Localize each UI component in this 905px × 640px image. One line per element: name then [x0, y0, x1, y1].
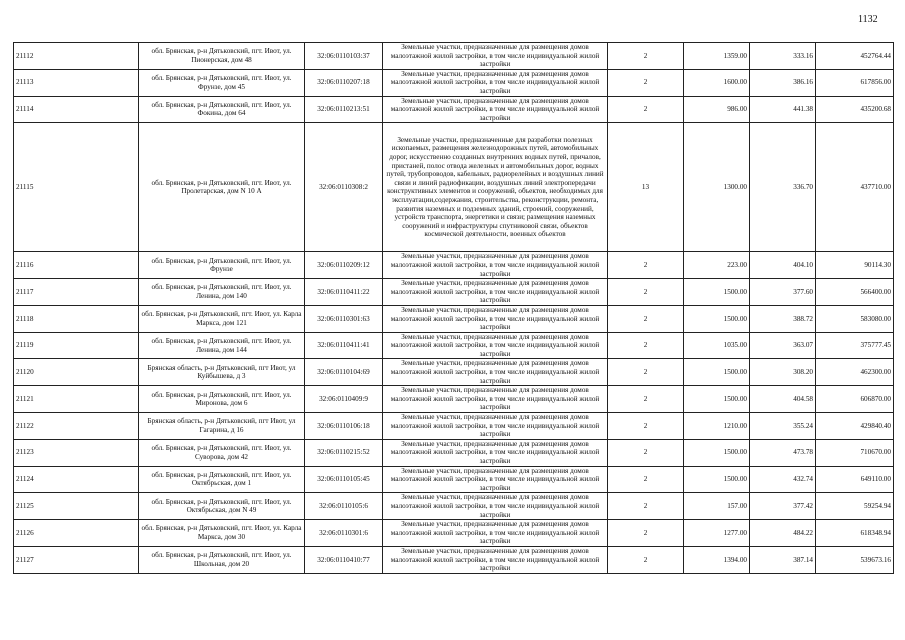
record-number: 21122 — [14, 413, 139, 440]
cadastral-number-cell: 32:06:0110301:63 — [305, 305, 383, 332]
cadastral-number-cell: 32:06:0110410:77 — [305, 546, 383, 573]
address-cell: Брянская область, р-н Дятьковский, пгт Ивот, ул Куйбышева, д 3 — [139, 359, 305, 386]
address-cell: обл. Брянская, р-н Дятьковский, пгт. Ивот, ул. Фрунзе, дом 45 — [139, 69, 305, 96]
area-cell: 1300.00 — [684, 123, 750, 252]
unit-price-cell: 377.60 — [750, 279, 816, 306]
area-cell: 1394.00 — [684, 546, 750, 573]
land-use-cell: Земельные участки, предназначенные для размещения домов малоэтажной жилой застройки, в том числе индивидуальной жилой застройки — [383, 359, 608, 386]
cadastral-value-cell: 618348.94 — [816, 520, 894, 547]
category-cell: 2 — [608, 439, 684, 466]
area-cell: 223.00 — [684, 252, 750, 279]
unit-price-cell: 308.20 — [750, 359, 816, 386]
unit-price-cell: 387.14 — [750, 546, 816, 573]
cadastral-number-cell: 32:06:0110409:9 — [305, 386, 383, 413]
cadastral-number-cell: 32:06:0110209:12 — [305, 252, 383, 279]
table-row — [14, 332, 894, 359]
cadastral-number-cell: 32:06:0110106:18 — [305, 413, 383, 440]
address-cell: Брянская область, р-н Дятьковский, пгт Ивот, ул Гагарина, д 16 — [139, 413, 305, 440]
table-row — [14, 359, 894, 386]
cadastral-value-cell: 90114.30 — [816, 252, 894, 279]
category-cell: 2 — [608, 96, 684, 123]
cadastral-value-cell: 452764.44 — [816, 43, 894, 70]
address-cell: обл. Брянская, р-н Дятьковский, пгт. Ивот, ул. Карла Маркса, дом 121 — [139, 305, 305, 332]
land-use-cell: Земельные участки, предназначенные для размещения домов малоэтажной жилой застройки, в том числе индивидуальной жилой застройки — [383, 493, 608, 520]
cadastral-number-cell: 32:06:0110103:37 — [305, 43, 383, 70]
address-cell: обл. Брянская, р-н Дятьковский, пгт. Ивот, ул. Миронова, дом 6 — [139, 386, 305, 413]
category-cell: 2 — [608, 305, 684, 332]
unit-price-cell: 388.72 — [750, 305, 816, 332]
cadastral-number-cell: 32:06:0110213:51 — [305, 96, 383, 123]
category-cell: 2 — [608, 43, 684, 70]
record-number: 21120 — [14, 359, 139, 386]
record-number: 21119 — [14, 332, 139, 359]
address-cell: обл. Брянская, р-н Дятьковский, пгт. Ивот, ул. Карла Маркса, дом 30 — [139, 520, 305, 547]
area-cell: 986.00 — [684, 96, 750, 123]
table-row — [14, 252, 894, 279]
land-use-cell: Земельные участки, предназначенные для размещения домов малоэтажной жилой застройки, в том числе индивидуальной жилой застройки — [383, 520, 608, 547]
category-cell: 2 — [608, 69, 684, 96]
record-number: 21115 — [14, 123, 139, 252]
record-number: 21125 — [14, 493, 139, 520]
table-row — [14, 96, 894, 123]
unit-price-cell: 484.22 — [750, 520, 816, 547]
unit-price-cell: 355.24 — [750, 413, 816, 440]
unit-price-cell: 386.16 — [750, 69, 816, 96]
category-cell: 2 — [608, 332, 684, 359]
category-cell: 2 — [608, 279, 684, 306]
land-use-cell: Земельные участки, предназначенные для разработки полезных ископаемых, размещения железнодорожных путей, автомобильных дорог, искусственно созданных внутренних водных путей, причалов, пристаней, полос отвода железных и автомобильных дорог, водных путей, трубопроводов, кабельных, радиорелейных и воздушных линий связи и линий радиофикации, воздушных линий электропередачи конструктивных элементов и сооружений, объектов, необходимых для эксплуатации,содержания, строительства, реконструкции, ремонта, развития наземных и подземных зданий, строений, сооружений, устройств транспорта, энергетики и связи; размещения наземных сооружений и инфраструктуры спутниковой связи, объектов космической деятельности, военных объектов — [383, 123, 608, 252]
land-use-cell: Земельные участки, предназначенные для размещения домов малоэтажной жилой застройки, в том числе индивидуальной жилой застройки — [383, 96, 608, 123]
page-number: 1132 — [858, 14, 878, 25]
area-cell: 1500.00 — [684, 359, 750, 386]
unit-price-cell: 377.42 — [750, 493, 816, 520]
category-cell: 2 — [608, 466, 684, 493]
table-row — [14, 466, 894, 493]
record-number: 21116 — [14, 252, 139, 279]
table-row — [14, 69, 894, 96]
record-number: 21113 — [14, 69, 139, 96]
land-use-cell: Земельные участки, предназначенные для размещения домов малоэтажной жилой застройки, в том числе индивидуальной жилой застройки — [383, 546, 608, 573]
cadastral-number-cell: 32:06:0110105:45 — [305, 466, 383, 493]
area-cell: 157.00 — [684, 493, 750, 520]
address-cell: обл. Брянская, р-н Дятьковский, пгт. Ивот, ул. Ленина, дом 140 — [139, 279, 305, 306]
address-cell: обл. Брянская, р-н Дятьковский, пгт. Ивот, ул. Суворова, дом 42 — [139, 439, 305, 466]
address-cell: обл. Брянская, р-н Дятьковский, пгт. Ивот, ул. Пролетарская, дом N 10 А — [139, 123, 305, 252]
unit-price-cell: 432.74 — [750, 466, 816, 493]
land-use-cell: Земельные участки, предназначенные для размещения домов малоэтажной жилой застройки, в том числе индивидуальной жилой застройки — [383, 305, 608, 332]
unit-price-cell: 404.10 — [750, 252, 816, 279]
unit-price-cell: 336.70 — [750, 123, 816, 252]
cadastral-value-cell: 649110.00 — [816, 466, 894, 493]
area-cell: 1500.00 — [684, 386, 750, 413]
table-row — [14, 439, 894, 466]
cadastral-value-cell: 583080.00 — [816, 305, 894, 332]
record-number: 21123 — [14, 439, 139, 466]
record-number: 21121 — [14, 386, 139, 413]
area-cell: 1600.00 — [684, 69, 750, 96]
category-cell: 2 — [608, 359, 684, 386]
area-cell: 1500.00 — [684, 466, 750, 493]
cadastral-value-cell: 429840.40 — [816, 413, 894, 440]
unit-price-cell: 473.78 — [750, 439, 816, 466]
record-number: 21114 — [14, 96, 139, 123]
cadastral-number-cell: 32:06:0110411:41 — [305, 332, 383, 359]
category-cell: 2 — [608, 493, 684, 520]
record-number: 21126 — [14, 520, 139, 547]
area-cell: 1500.00 — [684, 279, 750, 306]
address-cell: обл. Брянская, р-н Дятьковский, пгт. Ивот, ул. Октябрьская, дом N 49 — [139, 493, 305, 520]
land-use-cell: Земельные участки, предназначенные для размещения домов малоэтажной жилой застройки, в том числе индивидуальной жилой застройки — [383, 252, 608, 279]
land-use-cell: Земельные участки, предназначенные для размещения домов малоэтажной жилой застройки, в том числе индивидуальной жилой застройки — [383, 279, 608, 306]
land-use-cell: Земельные участки, предназначенные для размещения домов малоэтажной жилой застройки, в том числе индивидуальной жилой застройки — [383, 69, 608, 96]
cadastral-number-cell: 32:06:0110301:6 — [305, 520, 383, 547]
cadastral-number-cell: 32:06:0110207:18 — [305, 69, 383, 96]
land-use-cell: Земельные участки, предназначенные для размещения домов малоэтажной жилой застройки, в том числе индивидуальной жилой застройки — [383, 466, 608, 493]
cadastral-number-cell: 32:06:0110308:2 — [305, 123, 383, 252]
table-row — [14, 305, 894, 332]
land-use-cell: Земельные участки, предназначенные для размещения домов малоэтажной жилой застройки, в том числе индивидуальной жилой застройки — [383, 439, 608, 466]
unit-price-cell: 333.16 — [750, 43, 816, 70]
unit-price-cell: 404.58 — [750, 386, 816, 413]
record-number: 21127 — [14, 546, 139, 573]
record-number: 21124 — [14, 466, 139, 493]
category-cell: 2 — [608, 546, 684, 573]
land-use-cell: Земельные участки, предназначенные для размещения домов малоэтажной жилой застройки, в том числе индивидуальной жилой застройки — [383, 332, 608, 359]
area-cell: 1035.00 — [684, 332, 750, 359]
cadastral-number-cell: 32:06:0110411:22 — [305, 279, 383, 306]
area-cell: 1277.00 — [684, 520, 750, 547]
cadastral-value-cell: 617856.00 — [816, 69, 894, 96]
record-number: 21112 — [14, 43, 139, 70]
table-row — [14, 43, 894, 70]
cadastral-value-cell: 375777.45 — [816, 332, 894, 359]
cadastral-value-cell: 435200.68 — [816, 96, 894, 123]
cadastral-number-cell: 32:06:0110105:6 — [305, 493, 383, 520]
area-cell: 1210.00 — [684, 413, 750, 440]
cadastral-value-cell: 437710.00 — [816, 123, 894, 252]
land-use-cell: Земельные участки, предназначенные для размещения домов малоэтажной жилой застройки, в том числе индивидуальной жилой застройки — [383, 386, 608, 413]
category-cell: 2 — [608, 413, 684, 440]
address-cell: обл. Брянская, р-н Дятьковский, пгт. Ивот, ул. Ленина, дом 144 — [139, 332, 305, 359]
record-number: 21118 — [14, 305, 139, 332]
cadastral-value-cell: 606870.00 — [816, 386, 894, 413]
table-row — [14, 493, 894, 520]
address-cell: обл. Брянская, р-н Дятьковский, пгт. Ивот, ул. Пионерская, дом 48 — [139, 43, 305, 70]
unit-price-cell: 441.38 — [750, 96, 816, 123]
table-row — [14, 279, 894, 306]
table-row — [14, 520, 894, 547]
cadastral-register-table — [13, 42, 894, 574]
address-cell: обл. Брянская, р-н Дятьковский, пгт. Ивот, ул. Октябрьская, дом 1 — [139, 466, 305, 493]
cadastral-value-cell: 710670.00 — [816, 439, 894, 466]
cadastral-value-cell: 462300.00 — [816, 359, 894, 386]
category-cell: 2 — [608, 252, 684, 279]
table-row — [14, 546, 894, 573]
cadastral-number-cell: 32:06:0110104:69 — [305, 359, 383, 386]
table-row — [14, 123, 894, 252]
category-cell: 13 — [608, 123, 684, 252]
land-use-cell: Земельные участки, предназначенные для размещения домов малоэтажной жилой застройки, в том числе индивидуальной жилой застройки — [383, 43, 608, 70]
record-number: 21117 — [14, 279, 139, 306]
cadastral-number-cell: 32:06:0110215:52 — [305, 439, 383, 466]
area-cell: 1500.00 — [684, 439, 750, 466]
address-cell: обл. Брянская, р-н Дятьковский, пгт. Ивот, ул. Школьная, дом 20 — [139, 546, 305, 573]
cadastral-value-cell: 566400.00 — [816, 279, 894, 306]
unit-price-cell: 363.07 — [750, 332, 816, 359]
area-cell: 1500.00 — [684, 305, 750, 332]
address-cell: обл. Брянская, р-н Дятьковский, пгт. Ивот, ул. Фрунзе — [139, 252, 305, 279]
address-cell: обл. Брянская, р-н Дятьковский, пгт. Ивот, ул. Фокина, дом 64 — [139, 96, 305, 123]
land-use-cell: Земельные участки, предназначенные для размещения домов малоэтажной жилой застройки, в том числе индивидуальной жилой застройки — [383, 413, 608, 440]
cadastral-value-cell: 539673.16 — [816, 546, 894, 573]
category-cell: 2 — [608, 386, 684, 413]
register-body — [14, 43, 894, 574]
cadastral-value-cell: 59254.94 — [816, 493, 894, 520]
table-row — [14, 413, 894, 440]
table-row — [14, 386, 894, 413]
category-cell: 2 — [608, 520, 684, 547]
area-cell: 1359.00 — [684, 43, 750, 70]
